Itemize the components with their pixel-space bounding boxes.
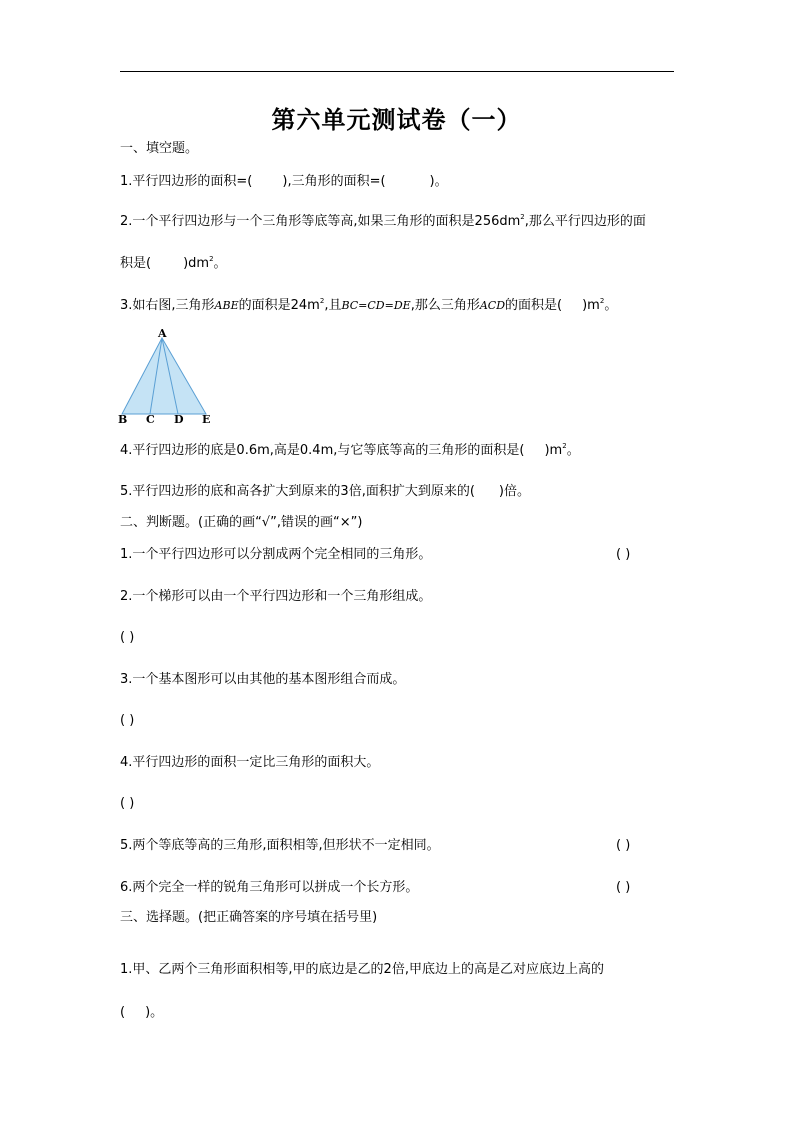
answer-paren-6: ( ) (616, 880, 631, 895)
judge-item-3: 3.一个基本图形可以由其他的基本图形组合而成。 (120, 672, 406, 687)
top-rule (120, 71, 674, 72)
question-1-2-cont: 积是( )$dm^2$。 (120, 255, 227, 271)
label-d: D (174, 413, 184, 424)
judge-item-6: 6.两个完全一样的锐角三角形可以拼成一个长方形。 (120, 880, 419, 895)
label-c: C (146, 413, 155, 424)
section-1-heading: 一、填空题。 (120, 141, 199, 156)
question-1-4: 4.平行四边形的底是0.6m,高是0.4m,与它等底等高的三角形的面积是( )$m^2$。 (120, 442, 580, 458)
judge-item-4: 4.平行四边形的面积一定比三角形的面积大。 (120, 755, 380, 770)
label-e: E (202, 413, 211, 424)
section-3-heading: 三、选择题。(把正确答案的序号填在括号里) (120, 910, 378, 925)
choice-question-1-cont: ( )。 (120, 1005, 164, 1020)
triangle-figure (116, 326, 216, 424)
question-1-1: 1.平行四边形的面积=( ),三角形的面积=( )。 (120, 174, 448, 189)
question-1-3: 3.如右图,三角形ABE的面积是$24m^2$,且BC=CD=DE,那么三角形ACD的面积是( )$m^2$。 (120, 297, 618, 313)
answer-paren-5: ( ) (616, 838, 631, 853)
judge-item-5: 5.两个等底等高的三角形,面积相等,但形状不一定相同。 (120, 838, 440, 853)
section-2-heading: 二、判断题。(正确的画“√”,错误的画“×”) (120, 515, 363, 530)
question-1-2: 2.一个平行四边形与一个三角形等底等高,如果三角形的面积是$256dm^2$,那么平行四边形的面 (120, 213, 646, 229)
label-b: B (118, 413, 128, 424)
answer-paren-4: ( ) (120, 796, 135, 811)
judge-item-1: 1.一个平行四边形可以分割成两个完全相同的三角形。 (120, 547, 432, 562)
answer-paren-1: ( ) (616, 547, 631, 562)
judge-item-2: 2.一个梯形可以由一个平行四边形和一个三角形组成。 (120, 589, 432, 604)
choice-question-1: 1.甲、乙两个三角形面积相等,甲的底边是乙的2倍,甲底边上的高是乙对应底边上高的 (120, 962, 604, 977)
answer-paren-3: ( ) (120, 713, 135, 728)
label-a: A (158, 327, 167, 340)
answer-paren-2: ( ) (120, 630, 135, 645)
page-title: 第六单元测试卷（一） (271, 106, 522, 134)
question-1-5: 5.平行四边形的底和高各扩大到原来的3倍,面积扩大到原来的( )倍。 (120, 484, 530, 499)
